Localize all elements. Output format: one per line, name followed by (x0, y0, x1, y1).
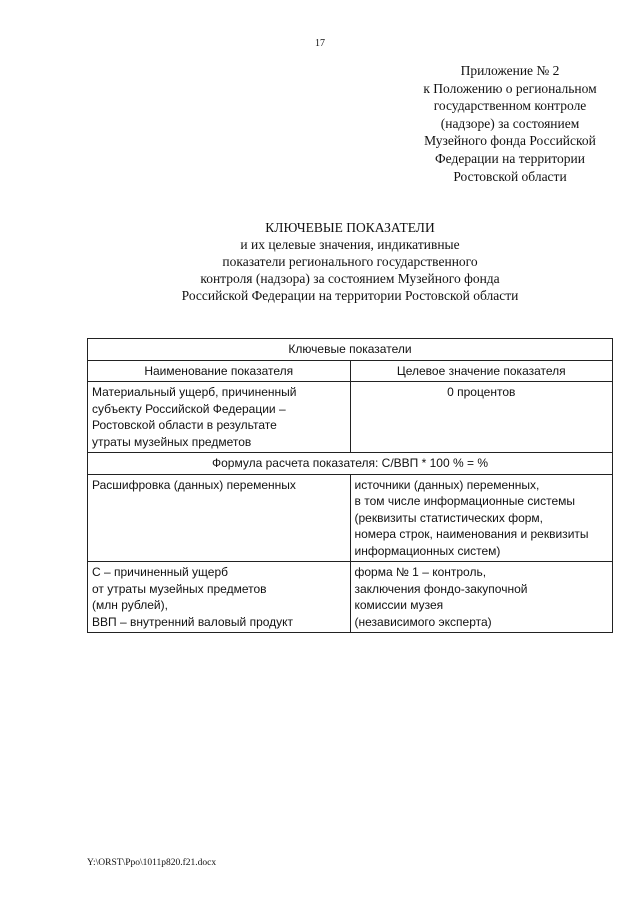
table-row (88, 562, 613, 633)
indicator-line: Ростовской области в результате (92, 418, 277, 432)
title-line: Российской Федерации на территории Ростовской области (181, 288, 519, 303)
appendix-line: (надзоре) за состоянием (440, 115, 580, 131)
footer-file-path: Y:\ORST\Ppo\1011p820.f21.docx (87, 858, 217, 868)
title-line: и их целевые значения, индикативные (240, 237, 460, 252)
appendix-line: Федерации на территории (434, 150, 585, 166)
col-target-header: Целевое значение показателя (350, 360, 613, 382)
variable-line: от утраты музейных предметов (92, 581, 267, 596)
indicators-table (87, 338, 613, 633)
table-row (88, 474, 613, 562)
title-line: показатели регионального государственного (222, 254, 478, 269)
source-line: (независимого эксперта) (354, 614, 492, 629)
sources-header-line: источники (данных) переменных, (354, 477, 540, 492)
title-heading: КЛЮЧЕВЫЕ ПОКАЗАТЕЛИ (265, 220, 435, 235)
indicator-line: Материальный ущерб, причиненный (92, 385, 297, 399)
col-name-header: Наименование показателя (88, 360, 351, 382)
sources-cell (350, 562, 613, 633)
table-header-row (88, 360, 613, 382)
variable-line: С – причиненный ущерб (92, 565, 229, 579)
indicator-name-cell (88, 382, 351, 453)
variables-cell (88, 562, 351, 633)
formula-row (88, 453, 613, 475)
table-row (88, 382, 613, 453)
appendix-line: Приложение № 2 (460, 63, 560, 78)
variable-line: (млн рублей), (92, 598, 168, 612)
source-line: форма № 1 – контроль, (354, 565, 487, 579)
sources-header-line: (реквизиты статистических форм, (354, 510, 544, 525)
table-caption: Ключевые показатели (88, 339, 613, 361)
target-value-cell: 0 процентов (350, 382, 613, 453)
indicator-line: субъекту Российской Федерации – (92, 401, 286, 416)
sources-header-line: информационных систем) (354, 543, 501, 558)
appendix-line: государственном контроле (433, 98, 587, 114)
appendix-header (400, 62, 620, 185)
appendix-line: Музейного фонда Российской (424, 133, 596, 149)
document-title (80, 219, 620, 304)
indicator-line: утраты музейных предметов (92, 434, 252, 449)
sources-header-line: в том числе информационные системы (354, 494, 576, 508)
title-line: контроля (надзора) за состоянием Музейного фонда (200, 271, 500, 286)
variables-header-cell: Расшифровка (данных) переменных (88, 474, 351, 562)
table-caption-row (88, 339, 613, 361)
sources-header-line: номера строк, наименования и реквизиты (354, 527, 589, 541)
variable-line: ВВП – внутренний валовый продукт (92, 614, 294, 629)
sources-header-cell (350, 474, 613, 562)
appendix-line: Ростовской области (453, 168, 567, 184)
source-line: заключения фондо-закупочной (354, 581, 528, 596)
formula-cell: Формула расчета показателя: С/ВВП * 100 % = % (88, 453, 613, 475)
page-number: 17 (315, 38, 325, 49)
appendix-line: к Положению о региональном (423, 80, 597, 96)
source-line: комиссии музея (354, 598, 444, 612)
